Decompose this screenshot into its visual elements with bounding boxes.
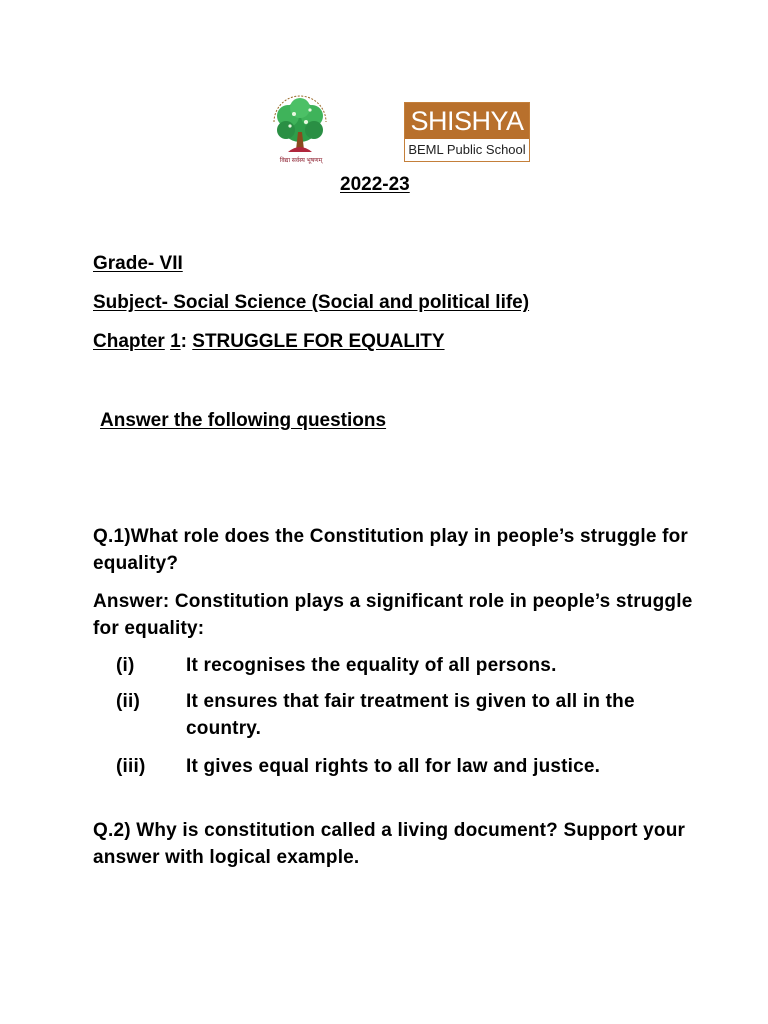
point-text: It recognises the equality of all persons.	[186, 655, 557, 676]
chapter-label: Chapter	[93, 331, 165, 352]
instruction-heading: Answer the following questions	[100, 410, 387, 431]
academic-year: 2022-23	[340, 174, 410, 195]
point-number: (i)	[116, 655, 135, 676]
shishya-logo	[404, 102, 530, 162]
chapter-separator: :	[180, 331, 187, 352]
point-text: It ensures that fair treatment is given to all in the country.	[186, 691, 635, 739]
tree-logo-caption: विद्या सर्वस्य भूषणम्	[279, 158, 323, 164]
chapter-number: 1	[170, 331, 181, 352]
chapter-line	[93, 331, 445, 353]
subject-line: Subject- Social Science (Social and political life)	[93, 292, 530, 313]
shishya-logo-subtitle: BEML Public School	[408, 142, 526, 157]
answer-1-intro: Answer: Constitution plays a significant role in people’s struggle for equality:	[93, 591, 693, 639]
question-1: Q.1)What role does the Constitution play in people’s struggle for equality?	[93, 526, 688, 574]
question-2: Q.2) Why is constitution called a living document? Support your answer with logical example.	[93, 820, 686, 868]
grade-line: Grade- VII	[93, 253, 183, 274]
point-number: (ii)	[116, 691, 141, 712]
shishya-logo-title: SHISHYA	[405, 103, 529, 139]
point-number: (iii)	[116, 756, 146, 777]
chapter-title: STRUGGLE FOR EQUALITY	[192, 331, 445, 352]
point-text: It gives equal rights to all for law and justice.	[186, 756, 601, 777]
trust-tree-logo	[266, 92, 334, 164]
